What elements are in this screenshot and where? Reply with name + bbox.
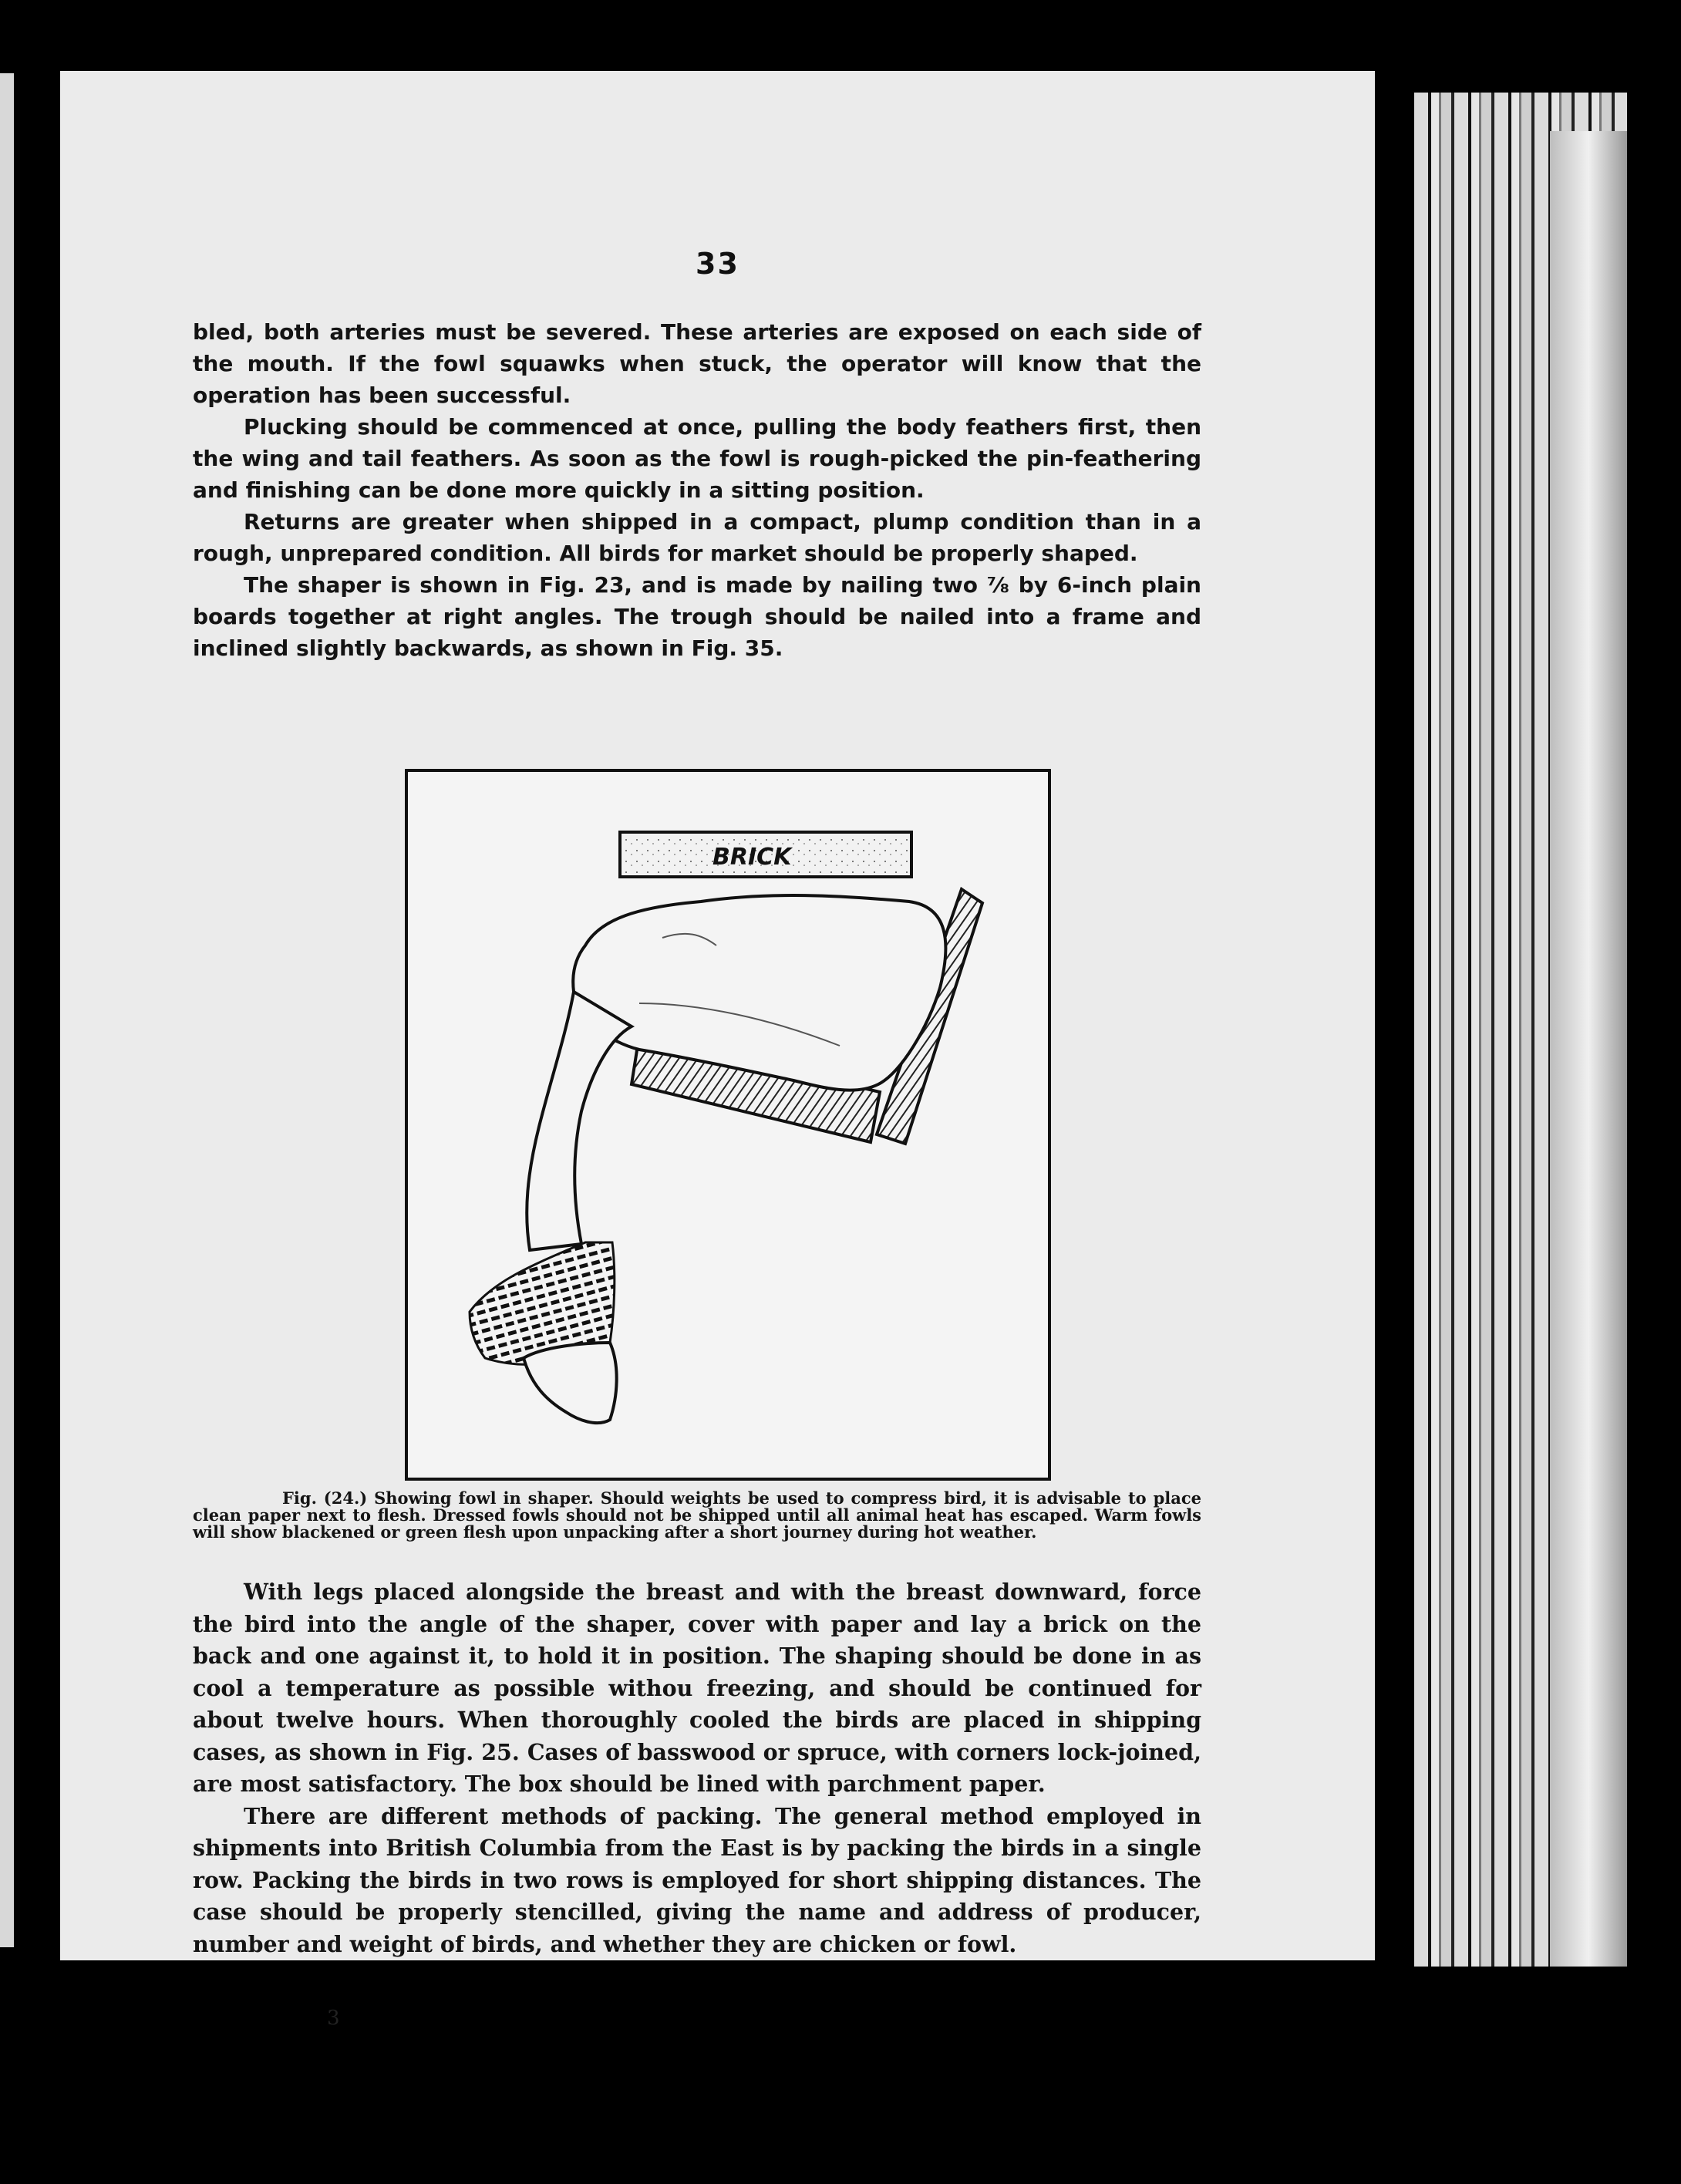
paragraph: With legs placed alongside the breast and with the breast downward, force the bird into the angle of the shaper, cover with paper and lay a brick on the back and one against it, to hold it in position. The shaping should be done in as cool a temperature as possible withou freezing, and should be continued for about twelve hours. When thoroughly cooled the birds are placed in shipping cases, as shown in Fig. 25. Cases of basswood or spruce, with corners lock-joined, are most satisfactory. The box should be lined with parchment paper. xyxy=(193,1579,1201,1797)
scanned-page xyxy=(60,71,1375,2030)
text-block-top xyxy=(193,316,1201,664)
bird-neck xyxy=(527,992,632,1250)
paragraph: The shaper is shown in Fig. 23, and is made by nailing two ⅞ by 6-inch plain boards together at right angles. The trough should be nailed into a frame and inclined slightly backwards, as shown in Fig. 35. xyxy=(193,572,1201,661)
caption-text: Fig. (24.) Showing fowl in shaper. Should weights be used to compress bird, it is advisable to place clean paper next to flesh. Dressed fowls should not be shipped until all animal heat has escaped. Warm fowls will show blackened or green flesh upon unpacking after a short journey during hot weather. xyxy=(193,1488,1201,1542)
page-number: 33 xyxy=(696,247,739,281)
book-page-edges xyxy=(1388,69,1627,1997)
brick-label: BRICK xyxy=(712,844,792,871)
text-block-bottom xyxy=(193,1576,1201,1960)
fowl-shaper-illustration xyxy=(408,772,1048,1478)
bird-head xyxy=(524,1343,617,1423)
left-page-edge xyxy=(0,73,14,1947)
paragraph: bled, both arteries must be severed. These arteries are exposed on each side of the mouth. If the fowl squawks when stuck, the operator will know that the operation has been successful. xyxy=(193,319,1201,408)
figure-fowl-in-shaper xyxy=(405,769,1051,1481)
signature-mark: 3 xyxy=(327,2007,340,2030)
paragraph: Returns are greater when shipped in a compact, plump condition than in a rough, unprepared condition. All birds for market should be properly shaped. xyxy=(193,509,1201,566)
figure-caption xyxy=(193,1490,1201,1541)
paragraph: There are different methods of packing. The general method employed in shipments into British Columbia from the East is by packing the birds in a single row. Packing the birds in two rows is employed for short shipping distances. The case should be properly stencilled, giving the name and address of producer, number and weight of birds, and whether they are chicken or fowl. xyxy=(193,1802,1201,1957)
bird-body xyxy=(573,895,945,1090)
paragraph: Plucking should be commenced at once, pulling the body feathers first, then the wing and tail feathers. As soon as the fowl is rough-picked the pin-feathering and finishing can be done more quickly in a sitting position. xyxy=(193,414,1201,503)
